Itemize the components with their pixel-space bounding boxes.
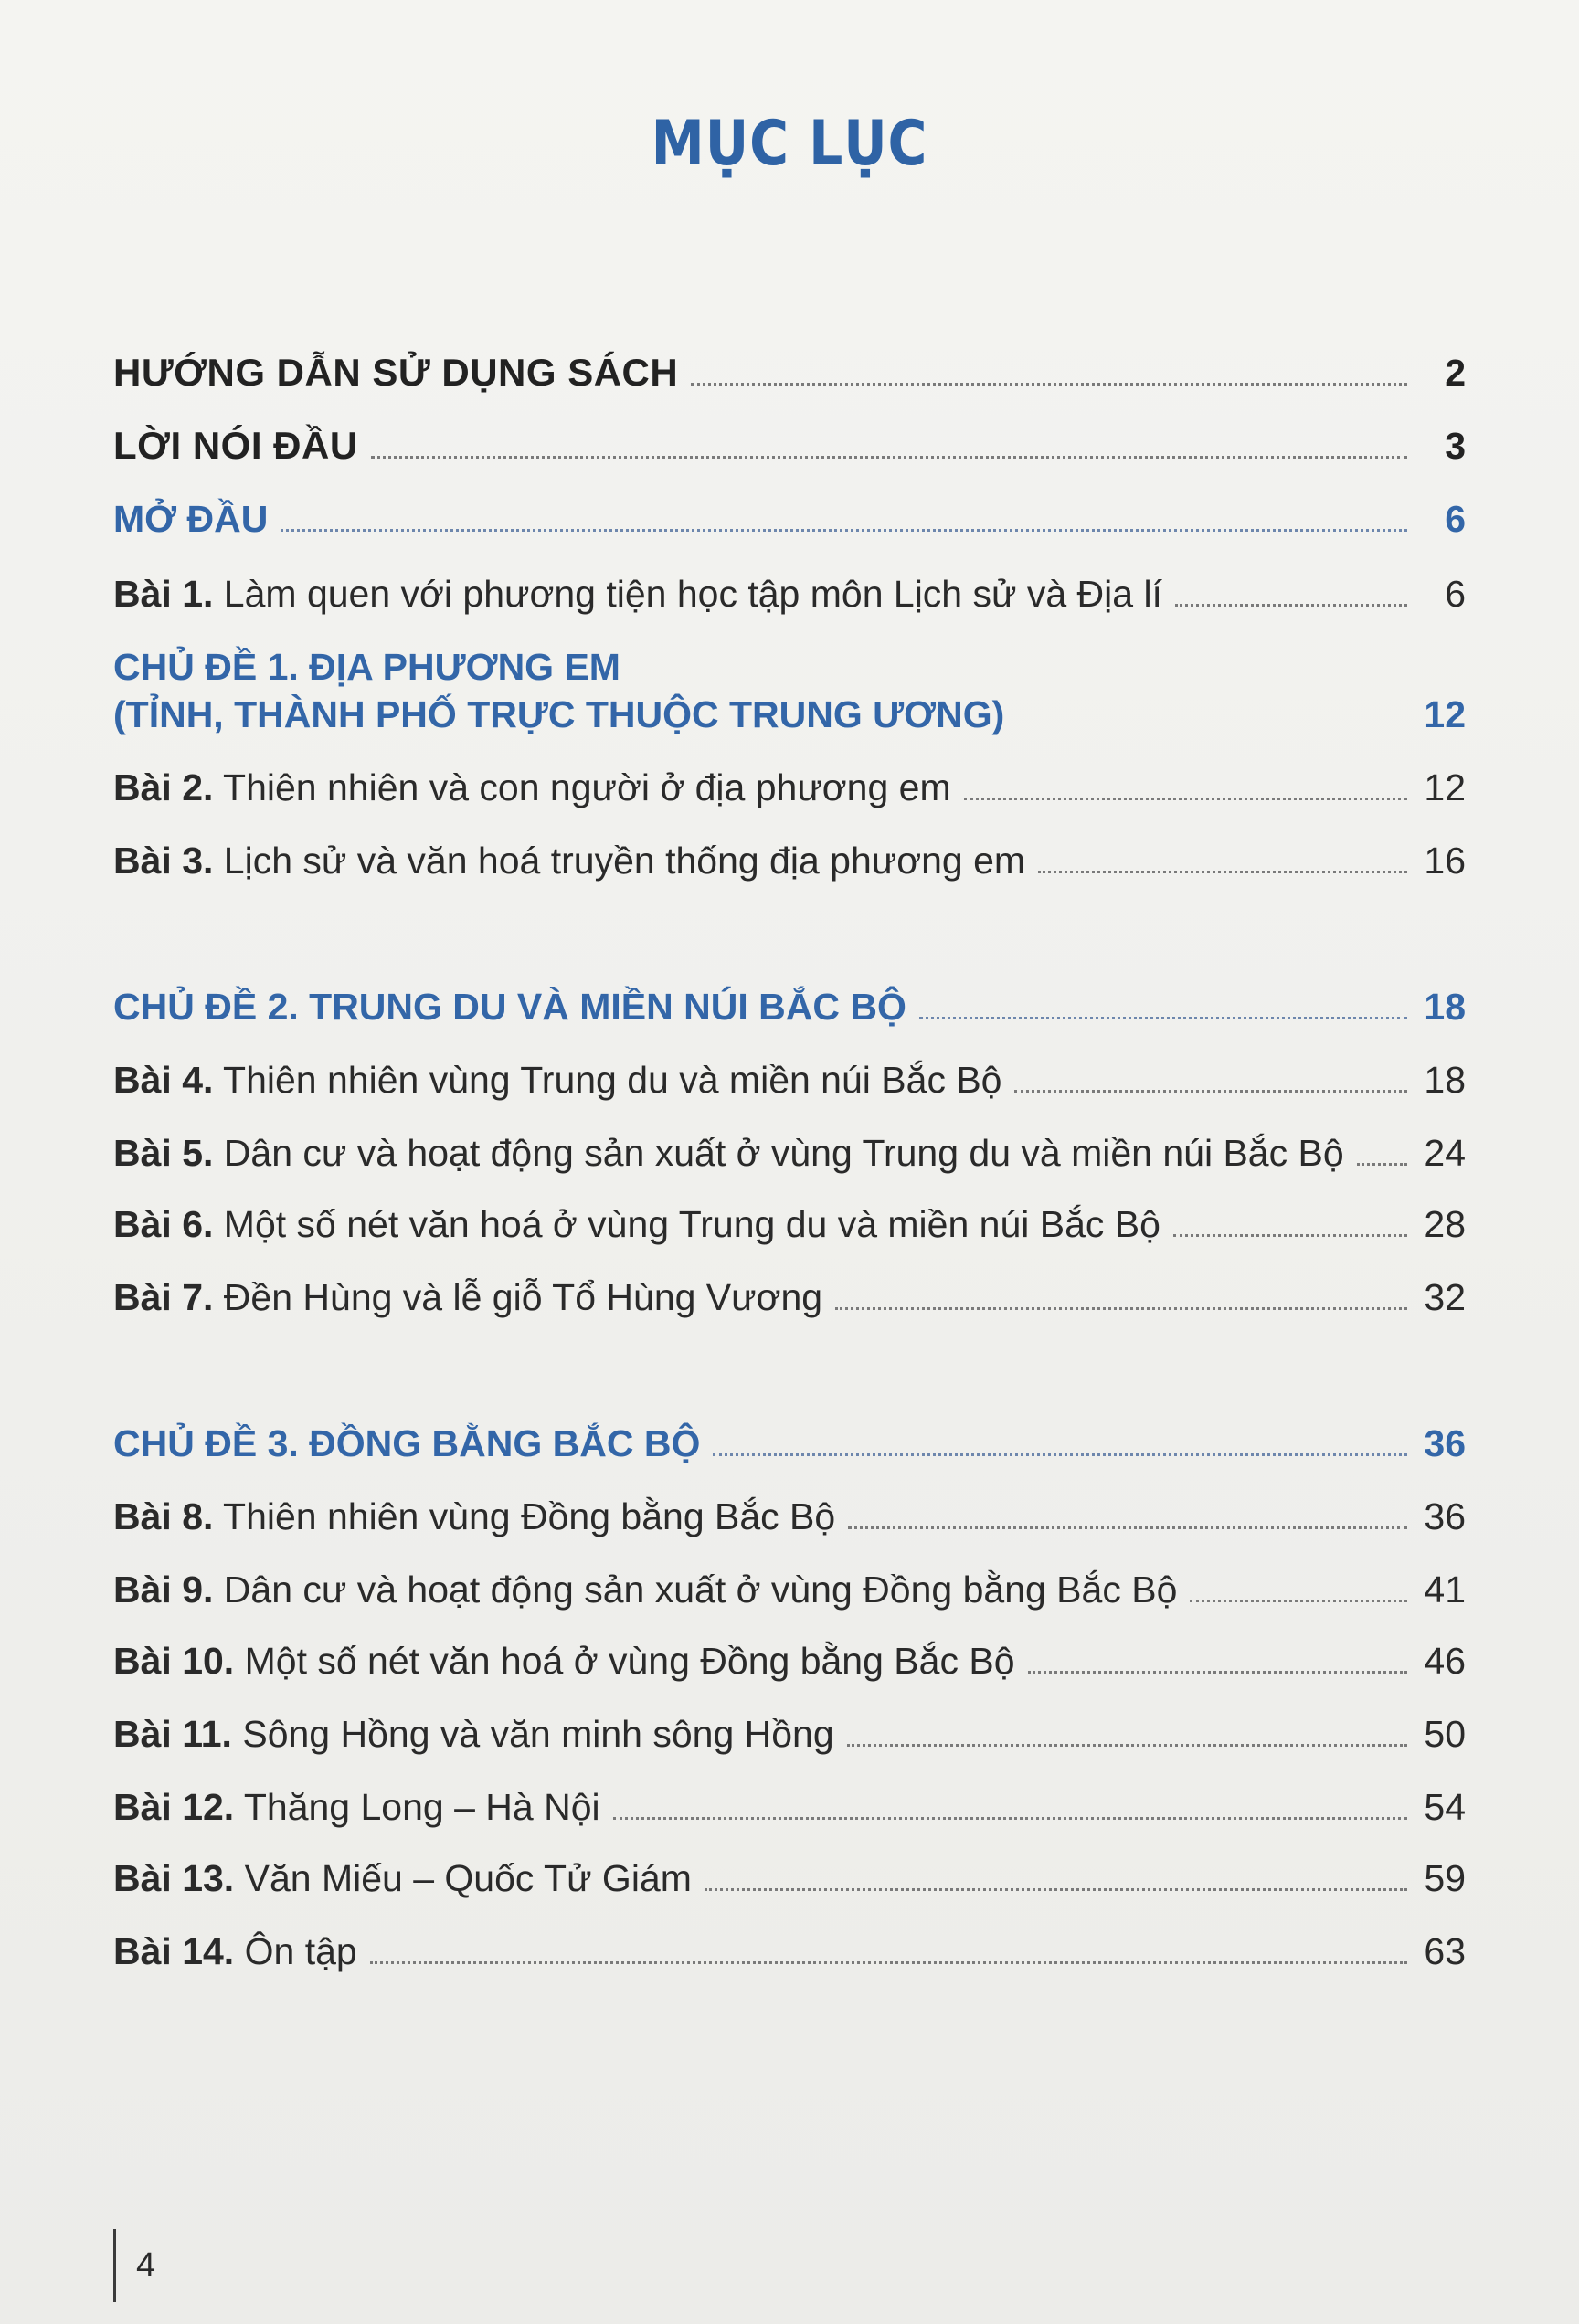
toc-lesson-8[interactable] (113, 1495, 1466, 1538)
lesson-number: Bài 3. (113, 840, 214, 882)
toc-lesson-label (113, 1275, 822, 1319)
dot-leader (1357, 1163, 1407, 1166)
lesson-title: Thiên nhiên vùng Trung du và miền núi Bắc Bộ (223, 1059, 1002, 1101)
dot-leader (964, 798, 1407, 800)
toc-entry-page: 2 (1445, 352, 1466, 394)
dot-leader (1028, 1671, 1408, 1674)
toc-topic-page: 12 (1424, 693, 1466, 735)
lesson-number: Bài 8. (113, 1495, 214, 1537)
lesson-title: Dân cư và hoạt động sản xuất ở vùng Đồng bằng Bắc Bộ (223, 1569, 1178, 1611)
lesson-title: Ôn tập (244, 1930, 357, 1972)
toc-entry-label: LỜI NÓI ĐẦU (113, 424, 358, 467)
toc-lesson-11[interactable] (113, 1712, 1466, 1756)
dot-leader (371, 456, 1407, 459)
lesson-number: Bài 9. (113, 1569, 214, 1611)
page-title: MỤC LỤC (651, 108, 928, 180)
toc-lesson-12[interactable] (113, 1785, 1466, 1829)
lesson-title: Thiên nhiên và con người ở địa phương em (223, 766, 951, 808)
toc-lesson-5[interactable] (113, 1131, 1466, 1175)
toc-topic-label: CHỦ ĐỀ 2. TRUNG DU VÀ MIỀN NÚI BẮC BỘ (113, 986, 906, 1028)
toc-lesson-1[interactable] (113, 572, 1466, 616)
lesson-title: Một số nét văn hoá ở vùng Trung du và miền núi Bắc Bộ (223, 1203, 1160, 1245)
toc-lesson-label (113, 1568, 1177, 1611)
toc-lesson-page: 18 (1424, 1059, 1466, 1101)
toc-lesson-page: 54 (1424, 1786, 1466, 1828)
toc-lesson-label (113, 1639, 1015, 1683)
lesson-title: Đền Hùng và lễ giỗ Tổ Hùng Vương (223, 1276, 823, 1318)
toc-lesson-2[interactable] (113, 766, 1466, 809)
toc-lesson-label (113, 1856, 692, 1900)
dot-leader (1173, 1234, 1407, 1237)
toc-entry-label: HƯỚNG DẪN SỬ DỤNG SÁCH (113, 351, 679, 394)
toc-lesson-label (113, 1929, 357, 1973)
toc-lesson-label (113, 572, 1162, 616)
toc-lesson-page: 50 (1424, 1713, 1466, 1755)
lesson-title: Lịch sử và văn hoá truyền thống địa phương em (223, 840, 1026, 882)
toc-lesson-label (113, 1131, 1344, 1175)
dot-leader (713, 1453, 1407, 1456)
toc-lesson-page: 59 (1424, 1857, 1466, 1899)
toc-lesson-9[interactable] (113, 1568, 1466, 1611)
toc-topic-3[interactable] (113, 1421, 1466, 1465)
toc-lesson-page: 63 (1424, 1930, 1466, 1972)
toc-lesson-label (113, 1058, 1001, 1102)
toc-entry-preface[interactable] (113, 424, 1466, 468)
lesson-number: Bài 12. (113, 1786, 235, 1828)
toc-lesson-page: 41 (1424, 1569, 1466, 1611)
toc-lesson-label (113, 1202, 1160, 1246)
toc-topic-page: 6 (1445, 498, 1466, 540)
lesson-title: Sông Hồng và văn minh sông Hồng (242, 1713, 834, 1755)
lesson-number: Bài 5. (113, 1132, 214, 1174)
lesson-title: Văn Miếu – Quốc Tử Giám (244, 1857, 692, 1899)
toc-lesson-label (113, 1712, 834, 1756)
toc-lesson-10[interactable] (113, 1639, 1466, 1683)
toc-topic-label-line2: (TỈNH, THÀNH PHỐ TRỰC THUỘC TRUNG ƯƠNG) (113, 693, 1005, 735)
toc-lesson-page: 16 (1424, 840, 1466, 882)
toc-lesson-7[interactable] (113, 1275, 1466, 1319)
toc-topic-page: 18 (1424, 986, 1466, 1028)
dot-leader (847, 1744, 1407, 1747)
lesson-number: Bài 4. (113, 1059, 214, 1101)
lesson-title: Dân cư và hoạt động sản xuất ở vùng Trung du và miền núi Bắc Bộ (223, 1132, 1344, 1174)
dot-leader (1175, 604, 1407, 607)
toc-lesson-page: 32 (1424, 1276, 1466, 1318)
dot-leader (613, 1817, 1407, 1820)
lesson-number: Bài 1. (113, 573, 214, 615)
toc-topic-label: MỞ ĐẦU (113, 498, 269, 540)
toc-lesson-page: 6 (1445, 573, 1466, 615)
toc-lesson-page: 12 (1424, 766, 1466, 808)
lesson-number: Bài 11. (113, 1713, 232, 1755)
toc-topic-page: 36 (1424, 1422, 1466, 1464)
lesson-number: Bài 10. (113, 1640, 235, 1682)
toc-topic-2[interactable] (113, 985, 1466, 1029)
dot-leader (705, 1888, 1407, 1891)
toc-lesson-page: 24 (1424, 1132, 1466, 1174)
toc-lesson-6[interactable] (113, 1202, 1466, 1246)
dot-leader (1014, 1090, 1407, 1093)
toc-lesson-label (113, 1785, 600, 1829)
dot-leader (1038, 871, 1407, 873)
lesson-title: Một số nét văn hoá ở vùng Đồng bằng Bắc Bộ (244, 1640, 1015, 1682)
dot-leader (919, 1017, 1407, 1019)
lesson-title: Thiên nhiên vùng Đồng bằng Bắc Bộ (223, 1495, 836, 1537)
toc-lesson-label (113, 839, 1025, 882)
toc-lesson-page: 28 (1424, 1203, 1466, 1245)
toc-topic-1[interactable] (113, 643, 1466, 738)
lesson-number: Bài 13. (113, 1857, 235, 1899)
dot-leader (1190, 1600, 1407, 1602)
toc-topic-intro[interactable] (113, 497, 1466, 541)
toc-lesson-page: 36 (1424, 1495, 1466, 1537)
toc-topic-label-line1: CHỦ ĐỀ 1. ĐỊA PHƯƠNG EM (113, 646, 620, 688)
toc-lesson-label (113, 1495, 835, 1538)
dot-leader (691, 383, 1407, 386)
toc-lesson-4[interactable] (113, 1058, 1466, 1102)
lesson-number: Bài 2. (113, 766, 214, 808)
dot-leader (281, 529, 1407, 532)
lesson-title: Thăng Long – Hà Nội (243, 1786, 600, 1828)
lesson-number: Bài 7. (113, 1276, 214, 1318)
toc-lesson-14[interactable] (113, 1929, 1466, 1973)
toc-topic-label: CHỦ ĐỀ 3. ĐỒNG BẰNG BẮC BỘ (113, 1422, 701, 1464)
lesson-title: Làm quen với phương tiện học tập môn Lịch sử và Địa lí (223, 573, 1162, 615)
lesson-number: Bài 14. (113, 1930, 235, 1972)
toc-lesson-page: 46 (1424, 1640, 1466, 1682)
dot-leader (848, 1526, 1407, 1529)
dot-leader (835, 1307, 1407, 1310)
page-number: 4 (113, 2229, 155, 2302)
toc-lesson-3[interactable] (113, 839, 1466, 882)
toc-lesson-label (113, 766, 951, 809)
lesson-number: Bài 6. (113, 1203, 214, 1245)
toc-entry-page: 3 (1445, 425, 1466, 467)
toc-lesson-13[interactable] (113, 1856, 1466, 1900)
toc-entry-guide[interactable] (113, 351, 1466, 395)
dot-leader (370, 1961, 1407, 1964)
